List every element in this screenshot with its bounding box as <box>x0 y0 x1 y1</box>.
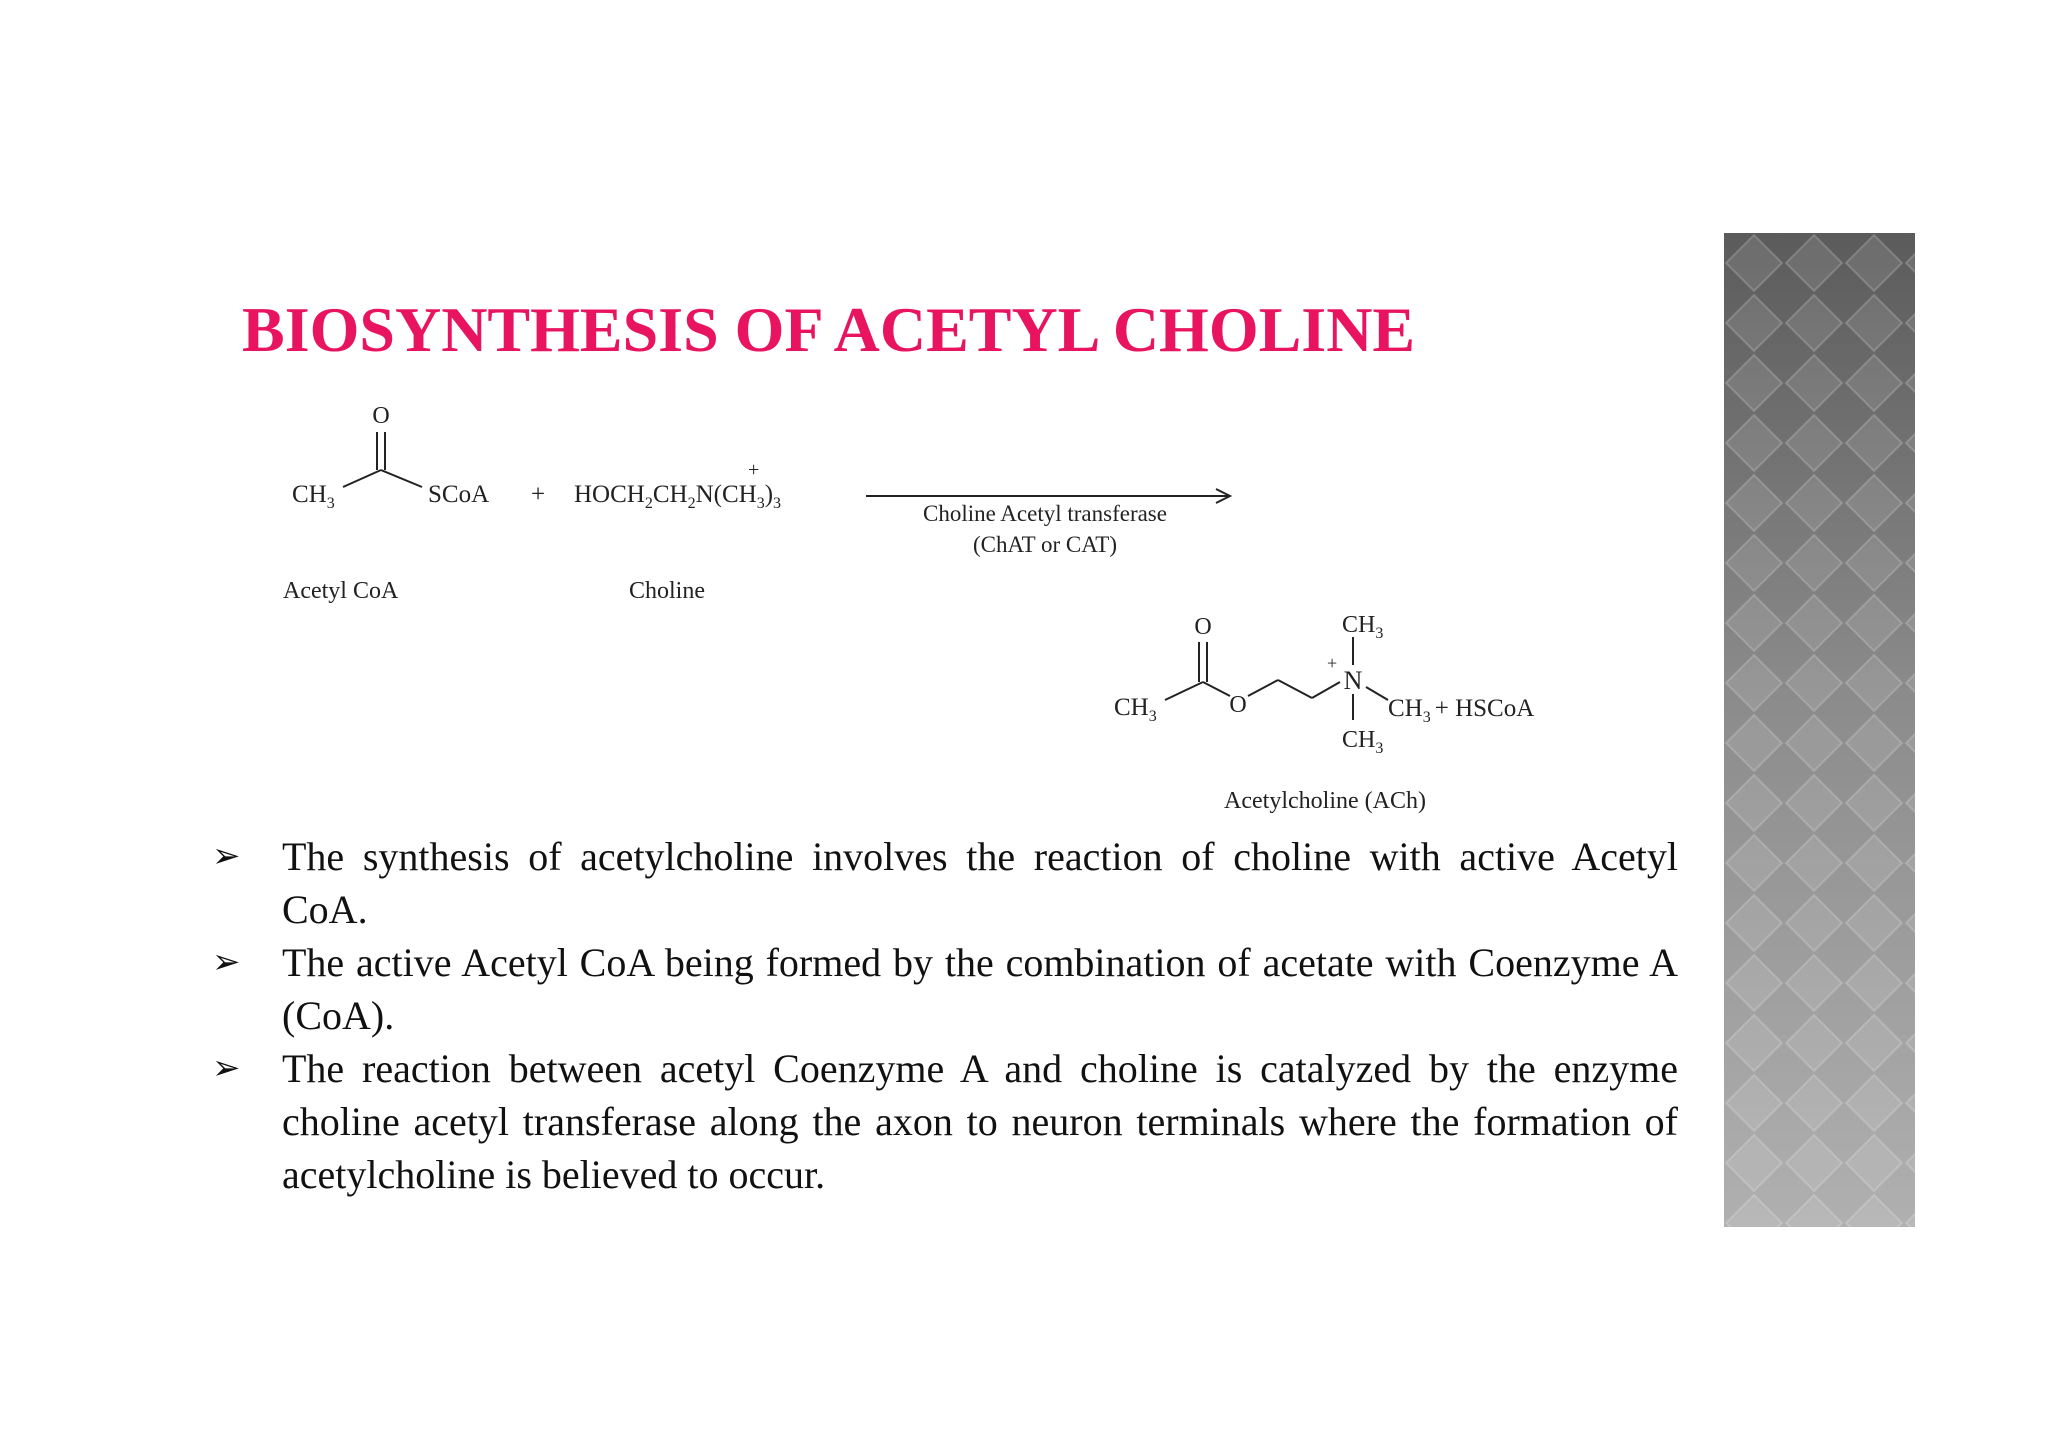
acetyl-coa-scoa: SCoA <box>428 481 490 508</box>
bullet-list <box>212 830 1678 1201</box>
choline-hoch: HOCH <box>574 481 645 508</box>
plus-sign: + <box>530 481 546 508</box>
choline-charge: + <box>748 459 760 481</box>
arrowhead-bullet-icon: ➢ <box>212 942 241 982</box>
product-methyl-bottom: $CH_3$ <box>1342 727 1384 757</box>
nitrogen-charge: + <box>1327 653 1338 673</box>
bullet-item <box>212 830 1678 936</box>
bond <box>343 470 381 487</box>
ch-text: CH <box>292 481 327 508</box>
byproduct-hscoa: + HSCoA <box>1434 695 1535 722</box>
decorative-side-panel <box>1724 233 1915 1227</box>
bond <box>381 470 422 487</box>
enzyme-abbrev: (ChAT or CAT) <box>973 532 1117 557</box>
acetyl-coa-oxygen: O <box>372 403 390 429</box>
choline-label: Choline <box>629 578 705 604</box>
product-nitrogen: N <box>1343 666 1363 695</box>
enzyme-name: Choline Acetyl transferase <box>923 501 1167 526</box>
product-carbonyl-oxygen: O <box>1194 614 1212 640</box>
bullet-text: The active Acetyl CoA being formed by the combination of acetate with Coenzyme A (CoA). <box>282 940 1678 1038</box>
bond <box>1203 682 1230 696</box>
product-methyl-top: $CH_3$ <box>1342 612 1384 642</box>
product-methyl: $CH_3$ <box>1114 694 1157 725</box>
arrowhead-bullet-icon: ➢ <box>212 1048 241 1088</box>
acetylcholine-label: Acetylcholine (ACh) <box>1224 788 1426 814</box>
bond <box>1278 680 1312 698</box>
choline-formula: $HOCH_2CH_2N(CH_3)_3$ <box>574 481 782 512</box>
bond <box>1312 682 1340 698</box>
bullet-text: The reaction between acetyl Coenzyme A and choline is catalyzed by the enzyme choline acetyl transferase along the axon to neuron terminals where the formation of acetylcholine is believed to occur. <box>282 1046 1678 1197</box>
arrowhead-bullet-icon: ➢ <box>212 836 241 876</box>
acetyl-coa-methyl <box>292 481 335 512</box>
bullet-item <box>212 936 1678 1042</box>
bond <box>1366 687 1388 700</box>
slide-title: BIOSYNTHESIS OF ACETYL CHOLINE <box>242 294 1416 365</box>
acetyl-coa-label: Acetyl CoA <box>283 578 399 604</box>
bond <box>1248 680 1278 696</box>
reaction-scheme <box>270 390 1620 820</box>
product-ester-oxygen: O <box>1229 692 1247 718</box>
ch-subscript: 3 <box>326 495 335 512</box>
diamond-pattern <box>1724 233 1915 1227</box>
bullet-text: The synthesis of acetylcholine involves the reaction of choline with active Acetyl CoA. <box>282 834 1678 932</box>
product-methyl-right: $CH_3$ + HSCoA <box>1388 695 1535 726</box>
bond <box>1165 682 1203 700</box>
bullet-item <box>212 1042 1678 1201</box>
